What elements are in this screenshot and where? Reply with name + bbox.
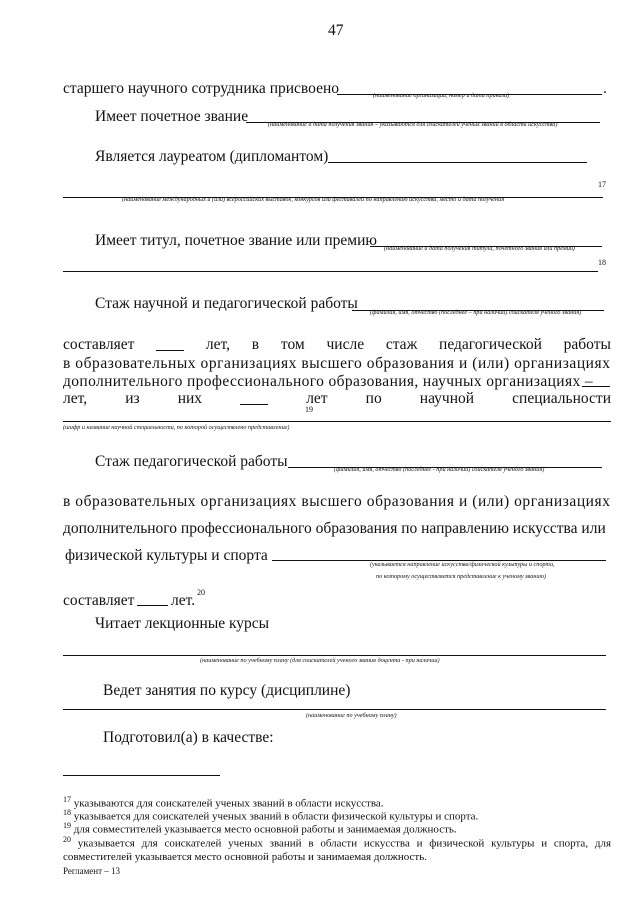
- honorary-title-label: Имеет почетное звание: [95, 108, 249, 125]
- years-blank-2[interactable]: [240, 390, 268, 405]
- footnote-text: указываются для соискателей ученых званий в области искусства.: [73, 797, 384, 810]
- footer-reglament: Регламент – 13: [63, 866, 121, 876]
- footnote-separator: [63, 775, 220, 776]
- course-caption: (наименование по учебному плану): [306, 712, 397, 719]
- word: числе: [326, 336, 365, 353]
- ped-label: Стаж педагогической работы: [95, 453, 288, 470]
- sci-ped-caption-2: (шифр и название научной специальности, по которой осуществлено представление): [63, 424, 290, 431]
- lectures-line[interactable]: [63, 655, 606, 656]
- sci-ped-line1: [63, 336, 611, 354]
- ped-footnote-mark: 20: [197, 588, 205, 597]
- laureate-label: Является лауреатом (дипломантом): [95, 148, 329, 165]
- prepared-label: Подготовил(а) в качестве:: [103, 729, 274, 746]
- footnote-20: [63, 833, 611, 864]
- ped-caption: (фамилия, имя, отчество (последнее - при наличии) соискателя ученого звания): [334, 466, 545, 473]
- ped-line3: физической культуры и спорта: [65, 547, 268, 564]
- sci-ped-caption: (фамилия, имя, отчество (последнее – при наличии) соискателя ученого звания): [370, 309, 582, 316]
- word: них: [177, 390, 203, 407]
- senior-researcher-label: старшего научного сотрудника присвоено: [63, 80, 339, 97]
- lectures-label: Читает лекционные курсы: [95, 615, 270, 632]
- sci-ped-specialty-line[interactable]: [63, 421, 611, 422]
- laureate-line[interactable]: [328, 162, 587, 163]
- senior-researcher-caption: (наименование организации, номер и дата приказа): [373, 92, 510, 99]
- ped-caption-2a: (указывается направление искусства/физической культуры и спорта,: [370, 561, 555, 568]
- word: лет,: [205, 336, 231, 353]
- word: работы: [563, 336, 611, 353]
- sci-ped-label: Стаж научной и педагогической работы: [95, 295, 358, 312]
- ped-line4-a: составляет: [63, 592, 135, 609]
- title-award-footnote-mark: 18: [598, 258, 606, 267]
- sci-ped-line2: в образовательных организациях высшего образования и (или) организациях: [63, 355, 611, 372]
- title-award-line-2[interactable]: [63, 271, 598, 272]
- word: том: [280, 336, 305, 353]
- title-award-caption: (наименование и дата получения титула, почетного звания или премии): [384, 245, 575, 252]
- word: специальности: [512, 390, 611, 407]
- footnote-text: указывается для соискателей ученых званий в области искусства и физической культуры и спорта, для совместителей указывается место основной работы и занимаемая должность.: [63, 837, 611, 863]
- title-award-label: Имеет титул, почетное звание или премию: [95, 232, 377, 249]
- word: из: [125, 390, 140, 407]
- course-line[interactable]: [63, 709, 606, 710]
- word: стаж: [385, 336, 418, 353]
- footnote-mark: 18: [63, 808, 71, 817]
- course-label: Ведет занятия по курсу (дисциплине): [103, 682, 351, 699]
- honorary-title-caption: (наименование и дата получения звания – указываются для соискателей ученых званий в области искусства): [268, 121, 558, 128]
- ped-line4-b: лет.: [171, 592, 196, 609]
- word: педагогической: [439, 336, 542, 353]
- ped-years-blank[interactable]: [137, 605, 168, 606]
- footnote-text: указывается для соискателей ученых званий в области физической культуры и спорта.: [73, 810, 479, 823]
- word: научной: [419, 390, 475, 407]
- page-number: 47: [328, 22, 344, 39]
- word: лет,: [63, 390, 88, 407]
- ped-line1: в образовательных организациях высшего образования и (или) организациях: [63, 493, 611, 510]
- years-blank[interactable]: [156, 336, 184, 351]
- laureate-caption: (наименование международных и (или) всероссийских выставок, конкурсов или фестивалей по направлению искусства, место и дата получения: [122, 196, 505, 203]
- lectures-caption: (наименование по учебному плану (для соискателей ученого звания доцента - при наличии): [200, 657, 440, 664]
- word: в: [251, 336, 260, 353]
- laureate-footnote-mark: 17: [598, 180, 606, 189]
- word: лет: [306, 390, 328, 407]
- footnote-text: для совместителей указывается место основной работы и занимаемая должность.: [73, 823, 457, 836]
- footnote-mark: 20: [63, 835, 71, 844]
- footnote-mark: 17: [63, 795, 71, 804]
- sci-ped-line3-blank[interactable]: [582, 386, 610, 387]
- sci-ped-line3: дополнительного профессионального образования, научных организациях –: [63, 373, 593, 390]
- ped-line2: дополнительного профессионального образования по направлению искусства или: [63, 520, 606, 537]
- footnote-mark: 19: [63, 821, 71, 830]
- senior-researcher-end: .: [603, 80, 607, 97]
- ped-caption-2b: по которому осуществляется представление к ученому званию): [376, 573, 546, 580]
- word: по: [365, 390, 382, 407]
- sci-ped-line4: [63, 390, 611, 408]
- sci-ped-footnote-mark: 19: [305, 405, 313, 414]
- word: составляет: [63, 336, 135, 353]
